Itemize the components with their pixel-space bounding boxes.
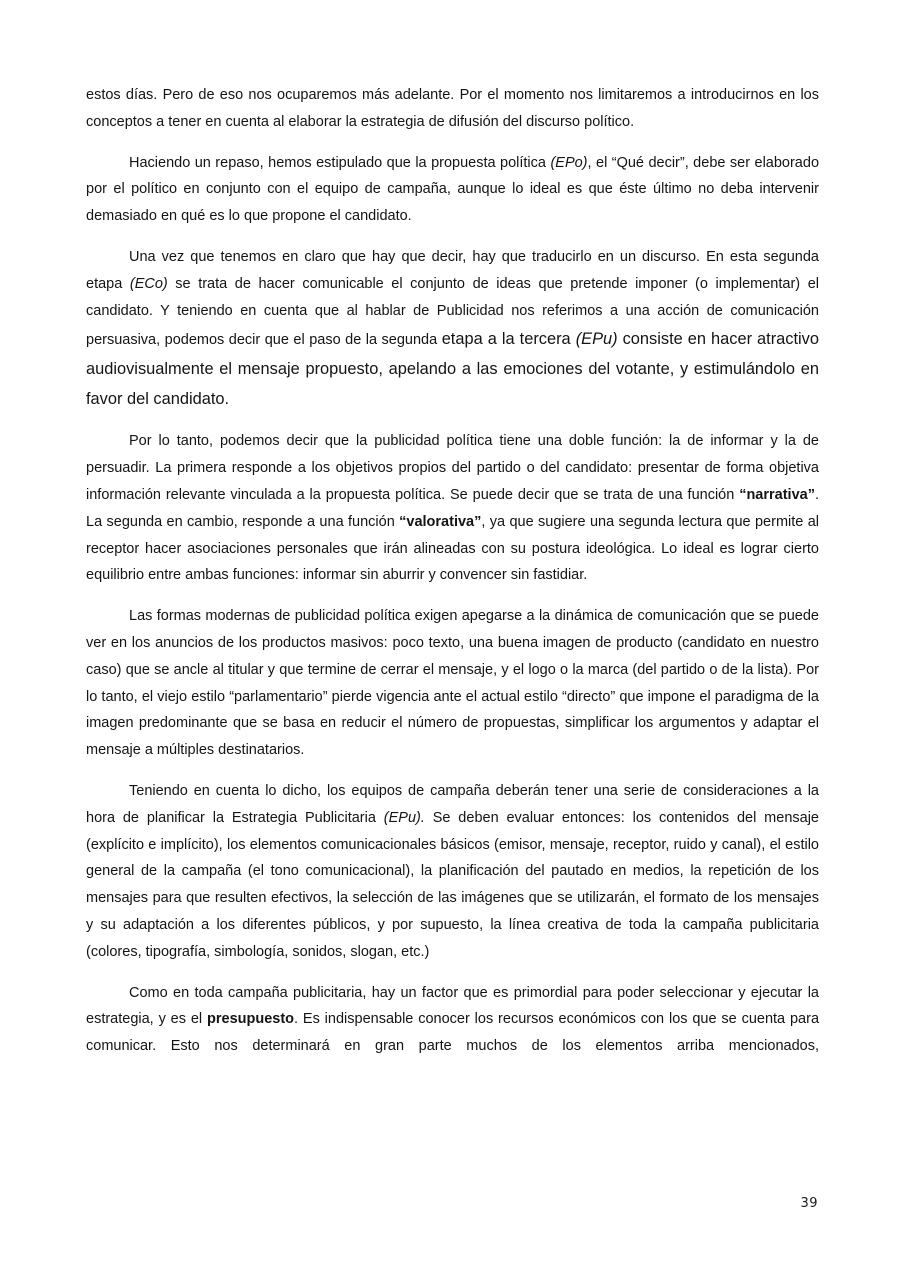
paragraph-text-large: consiste en hacer atractivo audiovisualmente el mensaje propuesto, apelando a las emociones del votante, y estimulándolo en favor del candidato. <box>86 330 819 409</box>
paragraph-text: Las formas modernas de publicidad política exigen apegarse a la dinámica de comunicación que se puede ver en los anuncios de los productos masivos: poco texto, una buena imagen de producto (candidato en nuestro caso) que se ancle al titular y que termine de cerrar el mensaje, y el logo o la marca (del partido o de la lista). Por lo tanto, el viejo estilo “parlamentario” pierde vigencia ante el actual estilo “directo” que impone el paradigma de la imagen predominante que se basa en reducir el número de propuestas, simplificar los argumentos y adaptar el mensaje a múltiples destinatarios. <box>86 608 819 759</box>
italic-term: (ECo) <box>129 275 168 292</box>
paragraph-text: Como en toda campaña publicitaria, hay un factor que es primordial para poder seleccionar y ejecutar la estrategia, y es el <box>86 984 819 1028</box>
bold-term: presupuesto <box>207 1011 295 1028</box>
italic-term: (EPu). <box>383 809 425 826</box>
paragraph-text: estos días. Pero de eso nos ocuparemos más adelante. Por el momento nos limitaremos a introducirnos en los conceptos a tener en cuenta al elaborar la estrategia de difusión del discurso político. <box>86 87 819 130</box>
paragraph-text: , el “Qué decir”, debe ser elaborado por el político en conjunto con el equipo de campaña, aunque lo ideal es que éste último no deba intervenir demasiado en qué es lo que propone el candidato. <box>86 154 820 225</box>
paragraph <box>86 778 819 966</box>
paragraph-text: . La segunda en cambio, responde a una función <box>86 486 819 530</box>
document-body <box>86 82 819 1060</box>
paragraph-text: Haciendo un repaso, hemos estipulado que la propuesta política <box>129 154 551 171</box>
paragraph-text: , ya que sugiere una segunda lectura que permite al receptor hacer asociaciones personales que irán alineadas con su postura ideológica. Lo ideal es lograr cierto equilibrio entre ambas funciones: informar sin aburrir y convencer sin fastidiar. <box>86 513 819 584</box>
paragraph <box>86 244 819 414</box>
italic-term-large: (EPu) <box>575 330 618 349</box>
paragraph <box>86 980 819 1060</box>
paragraph <box>86 82 819 136</box>
italic-term: (EPo) <box>550 154 588 171</box>
paragraph <box>86 428 819 589</box>
paragraph <box>86 603 819 764</box>
paragraph-text-large: etapa a la tercera <box>441 330 576 349</box>
paragraph-text: Por lo tanto, podemos decir que la publicidad política tiene una doble función: la de informar y la de persuadir. La primera responde a los objetivos propios del partido o del candidato: presentar de forma objetiva información relevante vinculada a la propuesta política. Se puede decir que se trata de una función <box>86 433 819 503</box>
paragraph-text: Teniendo en cuenta lo dicho, los equipos de campaña deberán tener una serie de consideraciones a la hora de planificar la Estrategia Publicitaria <box>86 782 819 826</box>
bold-term: “narrativa” <box>739 486 815 503</box>
page-number: 39 <box>800 1196 818 1211</box>
paragraph-text: . Es indispensable conocer los recursos económicos con los que se cuenta para comunicar. Esto nos determinará en gran parte muchos de los elementos arriba mencionados, <box>86 1011 820 1055</box>
paragraph-text: se trata de hacer comunicable el conjunto de ideas que pretende imponer (o implementar) el candidato. Y teniendo en cuenta que al hablar de Publicidad nos referimos a una acción de comunicación persuasiva, podemos decir que el paso de la segunda <box>86 275 819 349</box>
paragraph-text: Se deben evaluar entonces: los contenidos del mensaje (explícito e implícito), los elementos comunicacionales básicos (emisor, mensaje, receptor, ruido y canal), el estilo general de la campaña (el tono comunicacional), la planificación del pautado en medios, la repetición de los mensajes para que resulten efectivos, la selección de las imágenes que se utilizarán, el formato de los mensajes y su adaptación a los diferentes públicos, y por supuesto, la línea creativa de toda la campaña publicitaria (colores, tipografía, simbología, sonidos, slogan, etc.) <box>86 809 819 960</box>
bold-term: “valorativa” <box>399 513 482 530</box>
paragraph <box>86 150 819 230</box>
paragraph-text: Una vez que tenemos en claro que hay que decir, hay que traducirlo en un discurso. En esta segunda etapa <box>86 248 819 292</box>
